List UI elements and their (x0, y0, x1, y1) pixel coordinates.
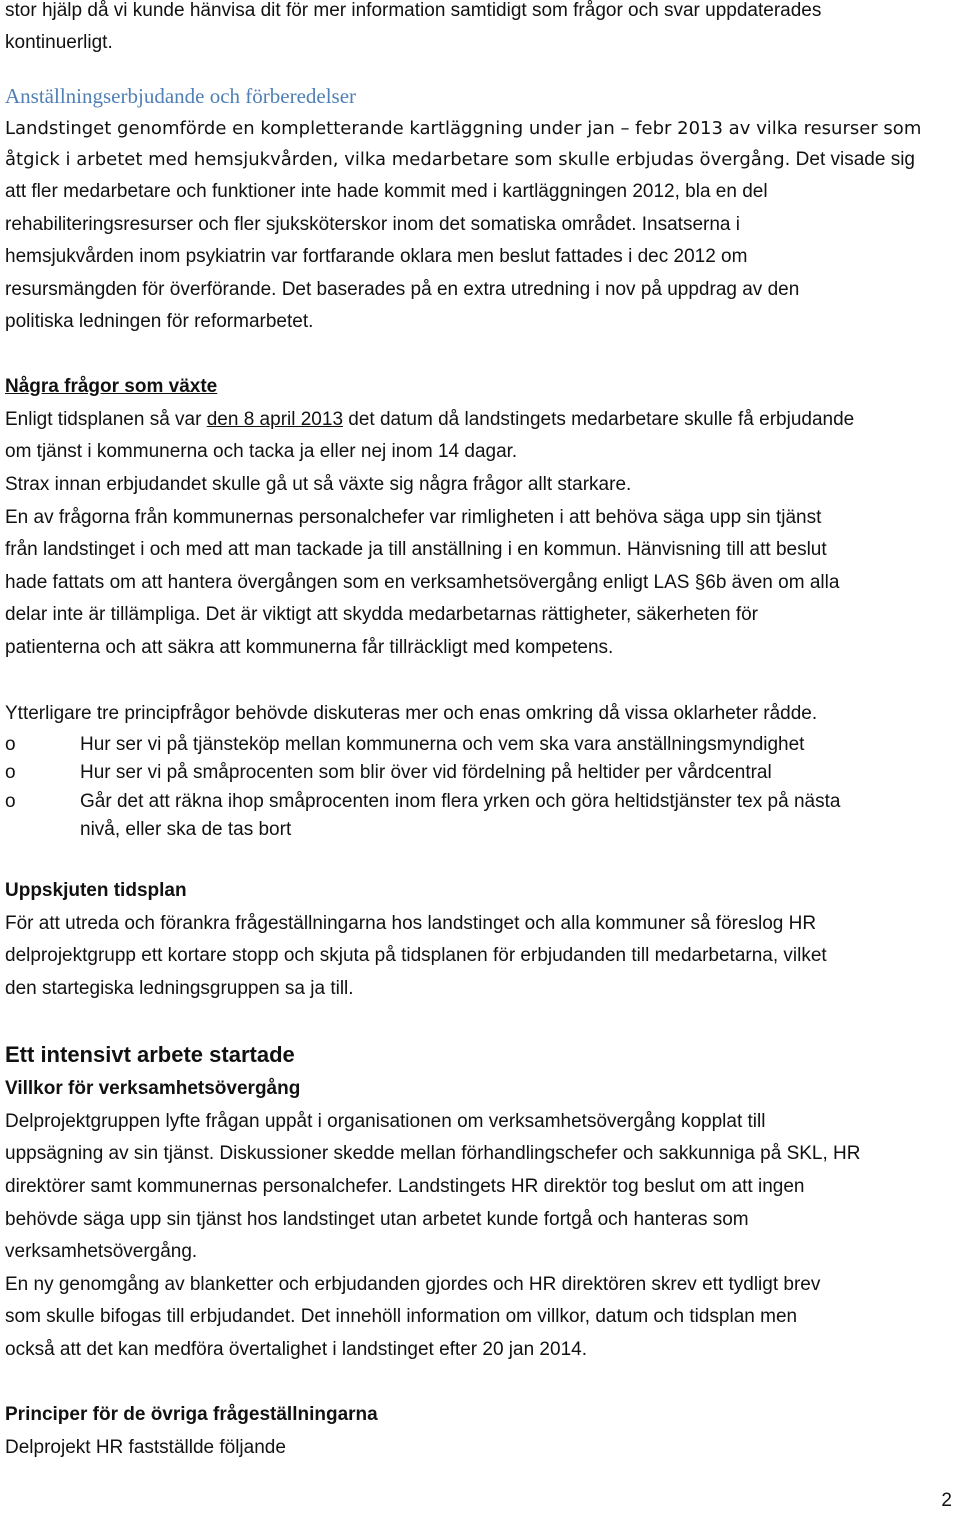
sec2-line-1 (5, 406, 854, 434)
list-item (5, 731, 955, 759)
sec1-line-7: politiska ledningen för reformarbetet. (5, 311, 314, 332)
list-item (5, 788, 955, 844)
sec2-line-1-pre: Enligt tidsplanen så var (5, 409, 207, 430)
sec2-line-3: Strax innan erbjudandet skulle gå ut så växte sig några frågor allt starkare. (5, 474, 632, 495)
bullet-text-3: Går det att räkna ihop småprocenten inom flera yrken och göra heltidstjänster tex på nästa (80, 791, 841, 812)
bullet-text-3-cont: nivå, eller ska de tas bort (80, 819, 292, 840)
list-item (5, 759, 955, 787)
sec2-line-8: patienterna och att säkra att kommunerna får tillräckligt med kompetens. (5, 637, 614, 658)
sec2-line-6: hade fattats om att hantera övergången som en verksamhetsövergång enligt LAS §6b även om alla (5, 572, 840, 593)
heading-nagra-fragor: Några frågor som växte (5, 376, 218, 397)
sec5-line-8: också att det kan medföra övertalighet i landstinget efter 20 jan 2014. (5, 1339, 587, 1360)
sec1-line-5: hemsjukvården inom psykiatrin var fortfarande oklara men beslut fattades i dec 2012 om (5, 246, 748, 267)
heading-uppskjuten-tidsplan: Uppskjuten tidsplan (5, 880, 187, 901)
bullet-marker: o (5, 734, 16, 755)
sec4-line-2: delprojektgrupp ett kortare stopp och skjuta på tidsplanen för erbjudanden till medarbetarna, vilket (5, 945, 827, 966)
page-number: 2 (941, 1490, 952, 1511)
sec1-line-4: rehabiliteringsresurser och fler sjuksköterskor inom det somatiska området. Insatserna i (5, 214, 740, 235)
sec2-line-7: delar inte är tillämpliga. Det är viktigt att skydda medarbetarnas rättigheter, säkerheten för (5, 604, 758, 625)
sec2-line-2: om tjänst i kommunerna och tacka ja eller nej inom 14 dagar. (5, 441, 518, 462)
sec5-line-7: som skulle bifogas till erbjudandet. Det innehöll information om villkor, datum och tidsplan men (5, 1306, 798, 1327)
sec5-line-3: direktörer samt kommunernas personalchefer. Landstingets HR direktör tog beslut om att ingen (5, 1176, 805, 1197)
sec1-line-3: att fler medarbetare och funktioner inte hade kommit med i kartläggningen 2012, bla en del (5, 181, 768, 202)
sec6-line-1: Delprojekt HR fastställde följande (5, 1437, 286, 1458)
sec1-line-2 (5, 146, 915, 174)
subheading-villkor: Villkor för verksamhetsövergång (5, 1078, 301, 1099)
sec2-line-1-post: det datum då landstingets medarbetare skulle få erbjudande (343, 409, 855, 430)
sec4-line-3: den startegiska ledningsgruppen sa ja till. (5, 978, 354, 999)
sec1-line-6: resursmängden för överförande. Det baserades på en extra utredning i nov på uppdrag av den (5, 279, 800, 300)
intro-line-1: stor hjälp då vi kunde hänvisa dit för mer information samtidigt som frågor och svar uppdaterades (5, 0, 822, 21)
sec1-line-2a: åtgick i arbetet med hemsjukvården, vilka medarbetare som skulle erbjudas övergång. (5, 149, 791, 170)
sec1-line-2b: Det visade sig (790, 149, 916, 170)
bullet-text-1: Hur ser vi på tjänsteköp mellan kommunerna och vem ska vara anställningsmyndighet (80, 734, 805, 755)
sec3-intro: Ytterligare tre principfrågor behövde diskuteras mer och enas omkring då vissa oklarheter rådde. (5, 703, 818, 724)
sec5-line-5: verksamhetsövergång. (5, 1241, 198, 1262)
sec1-line-1: Landstinget genomförde en kompletterande kartläggning under jan – febr 2013 av vilka resurser som (5, 118, 922, 139)
heading-anstallningserbjudande: Anställningserbjudande och förberedelser (5, 84, 357, 108)
bullet-text-2: Hur ser vi på småprocenten som blir över vid fördelning på heltider per vårdcentral (80, 762, 772, 783)
bullet-marker: o (5, 762, 16, 783)
date-reference: den 8 april 2013 (206, 409, 344, 430)
bullet-marker: o (5, 791, 16, 812)
intro-line-2: kontinuerligt. (5, 32, 113, 53)
sec2-line-5: från landstinget i och med att man tackade ja till anställning i en kommun. Hänvisning till att beslut (5, 539, 827, 560)
sec5-line-4: behövde säga upp sin tjänst hos landstinget utan arbetet kunde fortgå och hanteras som (5, 1209, 749, 1230)
sec4-line-1: För att utreda och förankra frågeställningarna hos landstinget och alla kommuner så föreslog HR (5, 913, 817, 934)
heading-intensivt-arbete: Ett intensivt arbete startade (5, 1042, 295, 1067)
sec2-line-4: En av frågorna från kommunernas personalchefer var rimligheten i att behöva säga upp sin tjänst (5, 507, 822, 528)
sec5-line-1: Delprojektgruppen lyfte frågan uppåt i organisationen om verksamhetsövergång kopplat till (5, 1111, 766, 1132)
sec5-line-2: uppsägning av sin tjänst. Diskussioner skedde mellan förhandlingschefer och sakkunniga på SKL, HR (5, 1143, 861, 1164)
sec5-line-6: En ny genomgång av blanketter och erbjudanden gjordes och HR direktören skrev ett tydligt brev (5, 1274, 821, 1295)
heading-principer: Principer för de övriga frågeställningarna (5, 1404, 378, 1425)
